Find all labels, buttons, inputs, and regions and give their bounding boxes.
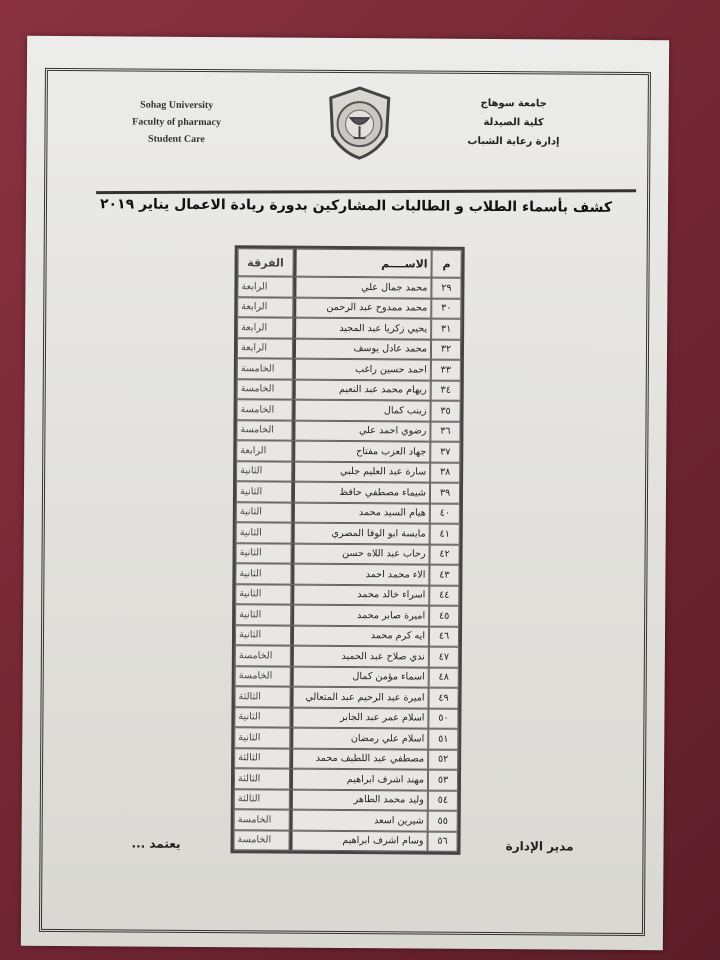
row-number: ٥٦ — [427, 831, 457, 852]
student-grade: الثانية — [235, 625, 291, 646]
row-number: ٣٠ — [431, 298, 461, 319]
student-name: ندي صلاح عبد الحميد — [291, 646, 429, 667]
student-name: وسام اشرف ابراهيم — [290, 830, 428, 851]
faculty-name-ar: كلية الصيدلة — [483, 116, 544, 129]
table-row — [235, 645, 459, 667]
university-logo-icon — [326, 86, 393, 160]
student-name: شيرين اسعد — [290, 810, 428, 831]
student-name: مهند اشرف ابراهيم — [290, 769, 428, 790]
student-grade: الثانية — [234, 727, 290, 748]
student-name: اسلام علي رمضان — [290, 728, 428, 749]
row-number: ٥٠ — [428, 708, 458, 729]
row-number: ٤٠ — [430, 503, 460, 524]
student-name: رضوي احمد علي — [292, 420, 430, 441]
faculty-name: Faculty of pharmacy — [132, 116, 222, 129]
student-grade: الثانية — [236, 543, 292, 564]
row-number: ٤٣ — [429, 565, 459, 586]
student-name: رحاب عبد اللاه حسن — [292, 543, 430, 564]
row-number: ٤٢ — [430, 544, 460, 565]
table-row — [237, 317, 461, 339]
row-number: ٣٦ — [430, 421, 460, 442]
row-number: ٥٤ — [428, 790, 458, 811]
row-number: ٣٨ — [430, 462, 460, 483]
student-name: شيماء مصطفي حافظ — [292, 482, 430, 503]
student-grade: الثانية — [235, 604, 291, 625]
row-number: ٥٢ — [428, 749, 458, 770]
table-row — [235, 563, 459, 585]
student-grade: الثانية — [236, 502, 292, 523]
student-grade: الخامسة — [234, 809, 290, 830]
column-header-grade: الفرقة — [238, 248, 294, 276]
student-grade: الثانية — [236, 461, 292, 482]
student-name: ايه كرم محمد — [291, 625, 429, 646]
student-grade: الخامسة — [237, 358, 293, 379]
document-page — [21, 36, 669, 950]
row-number: ٤٩ — [429, 688, 459, 709]
table-row — [234, 707, 458, 729]
row-number: ٥٣ — [428, 770, 458, 791]
student-grade: الرابعة — [237, 297, 293, 318]
row-number: ٥١ — [428, 729, 458, 750]
table-row — [235, 604, 459, 626]
row-number: ٤٧ — [429, 647, 459, 668]
student-grade: الرابعة — [236, 440, 292, 461]
row-number: ٤٥ — [429, 606, 459, 627]
table-row — [234, 830, 458, 852]
student-name: اسراء خالد محمد — [291, 584, 429, 605]
table-row — [234, 748, 458, 770]
student-name: وليد محمد الطاهر — [290, 789, 428, 810]
student-grade: الثانية — [236, 481, 292, 502]
column-header-name: الاســــم — [294, 249, 432, 278]
student-name: جهاد العزب مفتاح — [292, 441, 430, 462]
student-name: سارة عبد العليم جلبي — [292, 461, 430, 482]
student-grade: الثانية — [235, 584, 291, 605]
student-name: يحيي زكريا عبد المجيد — [293, 318, 431, 339]
table-row — [236, 543, 460, 565]
table-row — [237, 338, 461, 360]
student-grade: الثالثة — [235, 686, 291, 707]
table-row — [235, 686, 459, 708]
student-grade: الثالثة — [234, 789, 290, 810]
table-row — [234, 789, 458, 811]
student-name: هيام السيد محمد — [292, 502, 430, 523]
table-row — [236, 440, 460, 462]
student-grade: الرابعة — [237, 338, 293, 359]
table-row — [237, 399, 461, 421]
table-row — [237, 297, 461, 319]
student-name: مايسة ابو الوفا المصري — [292, 523, 430, 544]
table-row — [237, 379, 461, 401]
student-name: مصطفي عبد اللطيف محمد — [290, 748, 428, 769]
student-name: اسماء مؤمن كمال — [291, 666, 429, 687]
row-number: ٤٤ — [429, 585, 459, 606]
student-name: الاء محمد احمد — [291, 564, 429, 585]
student-name: محمد جمال علي — [293, 277, 431, 298]
header-english — [106, 96, 246, 148]
student-name: زينب كمال — [293, 400, 431, 421]
student-name: ريهام محمد عبد النعيم — [293, 379, 431, 400]
student-grade: الثانية — [235, 563, 291, 584]
student-grade: الرابعة — [237, 276, 293, 297]
header-arabic — [448, 94, 578, 152]
student-grade: الخامسة — [235, 645, 291, 666]
manager-signature-label: مدير الإدارة — [505, 839, 574, 854]
department-name-ar: إدارة رعاية الشباب — [467, 135, 560, 148]
row-number: ٢٩ — [431, 278, 461, 299]
row-number: ٣٥ — [431, 401, 461, 422]
student-grade: الثالثة — [234, 768, 290, 789]
approval-label: يعتمد ... — [131, 836, 181, 851]
column-header-number: م — [432, 250, 462, 278]
student-name: اميرة صابر محمد — [291, 605, 429, 626]
student-grade: الثالثة — [234, 748, 290, 769]
table-row — [236, 522, 460, 544]
row-number: ٣١ — [431, 319, 461, 340]
student-grade: الثانية — [236, 522, 292, 543]
university-name: Sohag University — [140, 99, 214, 112]
table-row — [235, 666, 459, 688]
student-grade: الخامسة — [234, 830, 290, 851]
table-row — [234, 727, 458, 749]
document-title: كشف بأسماء الطلاب و الطالبات المشاركين بدورة ريادة الاعمال يناير ٢٠١٩ — [99, 196, 613, 216]
student-grade: الخامسة — [235, 666, 291, 687]
row-number: ٤٦ — [429, 626, 459, 647]
student-name: محمد عادل يوسف — [293, 338, 431, 359]
student-name: اميرة عبد الرحيم عبد المتعالي — [291, 687, 429, 708]
table-row — [235, 625, 459, 647]
student-name: احمد حسين راغب — [293, 359, 431, 380]
student-grade: الخامسة — [237, 399, 293, 420]
student-name: محمد ممدوح عبد الرحمن — [293, 297, 431, 318]
student-grade: الخامسة — [236, 420, 292, 441]
student-grade: الرابعة — [237, 317, 293, 338]
table-row — [236, 502, 460, 524]
row-number: ٣٣ — [431, 360, 461, 381]
row-number: ٣٩ — [430, 483, 460, 504]
student-name: اسلام عمر عبد الجابر — [290, 707, 428, 728]
table-row — [236, 420, 460, 442]
table-row — [234, 768, 458, 790]
students-table — [230, 245, 464, 855]
student-grade: الثانية — [234, 707, 290, 728]
table-row — [236, 461, 460, 483]
table-row — [236, 481, 460, 503]
row-number: ٣٧ — [430, 442, 460, 463]
row-number: ٤١ — [430, 524, 460, 545]
table-row — [237, 358, 461, 380]
table-header-row — [238, 248, 462, 278]
row-number: ٤٨ — [429, 667, 459, 688]
department-name: Student Care — [148, 133, 205, 146]
university-name-ar: جامعة سوهاج — [480, 97, 547, 110]
student-grade: الخامسة — [237, 379, 293, 400]
row-number: ٣٢ — [431, 339, 461, 360]
row-number: ٥٥ — [428, 811, 458, 832]
table-row — [237, 276, 461, 298]
table-row — [235, 584, 459, 606]
row-number: ٣٤ — [431, 380, 461, 401]
table-row — [234, 809, 458, 831]
